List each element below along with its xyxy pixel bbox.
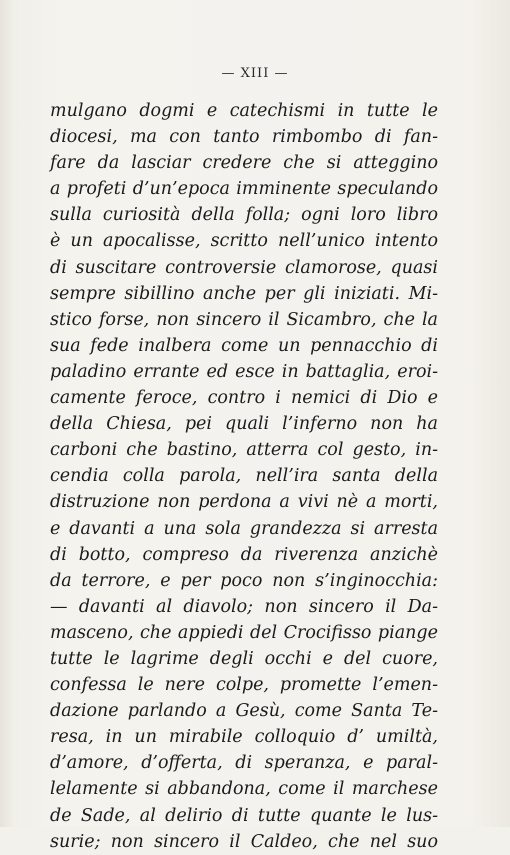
page-number: — XIII —	[221, 66, 289, 81]
text-line: mulgano dogmi e catechismi in tutte le	[50, 101, 438, 121]
text-line: lelamente si abbandona, come il marchese	[50, 779, 438, 800]
body-text	[50, 98, 438, 855]
text-line: della Chiesa, pei quali l’inferno non ha	[50, 414, 438, 435]
text-line: camente feroce, contro i nemici di Dio e	[50, 388, 438, 409]
text-line: è un apocalisse, scritto nell’unico intento	[50, 231, 438, 252]
text-line: de Sade, al delirio di tutte quante le lus-	[50, 805, 438, 826]
text-line: — davanti al diavolo; non sincero il Da-	[50, 596, 438, 617]
text-line: sulla curiosità della folla; ogni loro libro	[50, 205, 438, 226]
text-line: sempre sibillino anche per gli iniziati. Mi-	[50, 283, 438, 304]
text-line: tutte le lagrime degli occhi e del cuore,	[50, 648, 438, 669]
text-line: resa, in un mirabile colloquio d’ umiltà,	[50, 727, 438, 748]
text-line: distruzione non perdona a vivi nè a morti,	[50, 492, 438, 513]
text-line: di botto, compreso da riverenza anzichè	[50, 544, 438, 565]
text-line: fare da lasciar credere che si atteggino	[50, 153, 438, 174]
text-line: stico forse, non sincero il Sicambro, che la	[50, 309, 438, 330]
text-line: carboni che bastino, atterra col gesto, in-	[50, 440, 438, 461]
text-line: a profeti d’un’epoca imminente speculando	[50, 179, 438, 200]
text-line: surie; non sincero il Caldeo, che nel suo	[50, 831, 438, 852]
text-line: paladino errante ed esce in battaglia, eroi-	[50, 361, 438, 382]
text-line: sua fede inalbera come un pennacchio di	[50, 335, 438, 356]
text-line: cendia colla parola, nell’ira santa della	[50, 466, 438, 487]
text-line: confessa le nere colpe, promette l’emen-	[50, 675, 438, 696]
text-line: diocesi, ma con tanto rimbombo di fan-	[50, 127, 438, 148]
text-line: da terrore, e per poco non s’inginocchia:	[50, 570, 438, 591]
text-line: di suscitare controversie clamorose, quasi	[50, 257, 438, 278]
text-line: dazione parlando a Gesù, come Santa Te-	[50, 701, 438, 722]
text-line: d’amore, d’offerta, di speranza, e paral-	[50, 753, 438, 774]
text-line: masceno, che appiedi del Crocifisso piange	[50, 622, 438, 643]
text-line: e davanti a una sola grandezza si arresta	[50, 518, 438, 539]
